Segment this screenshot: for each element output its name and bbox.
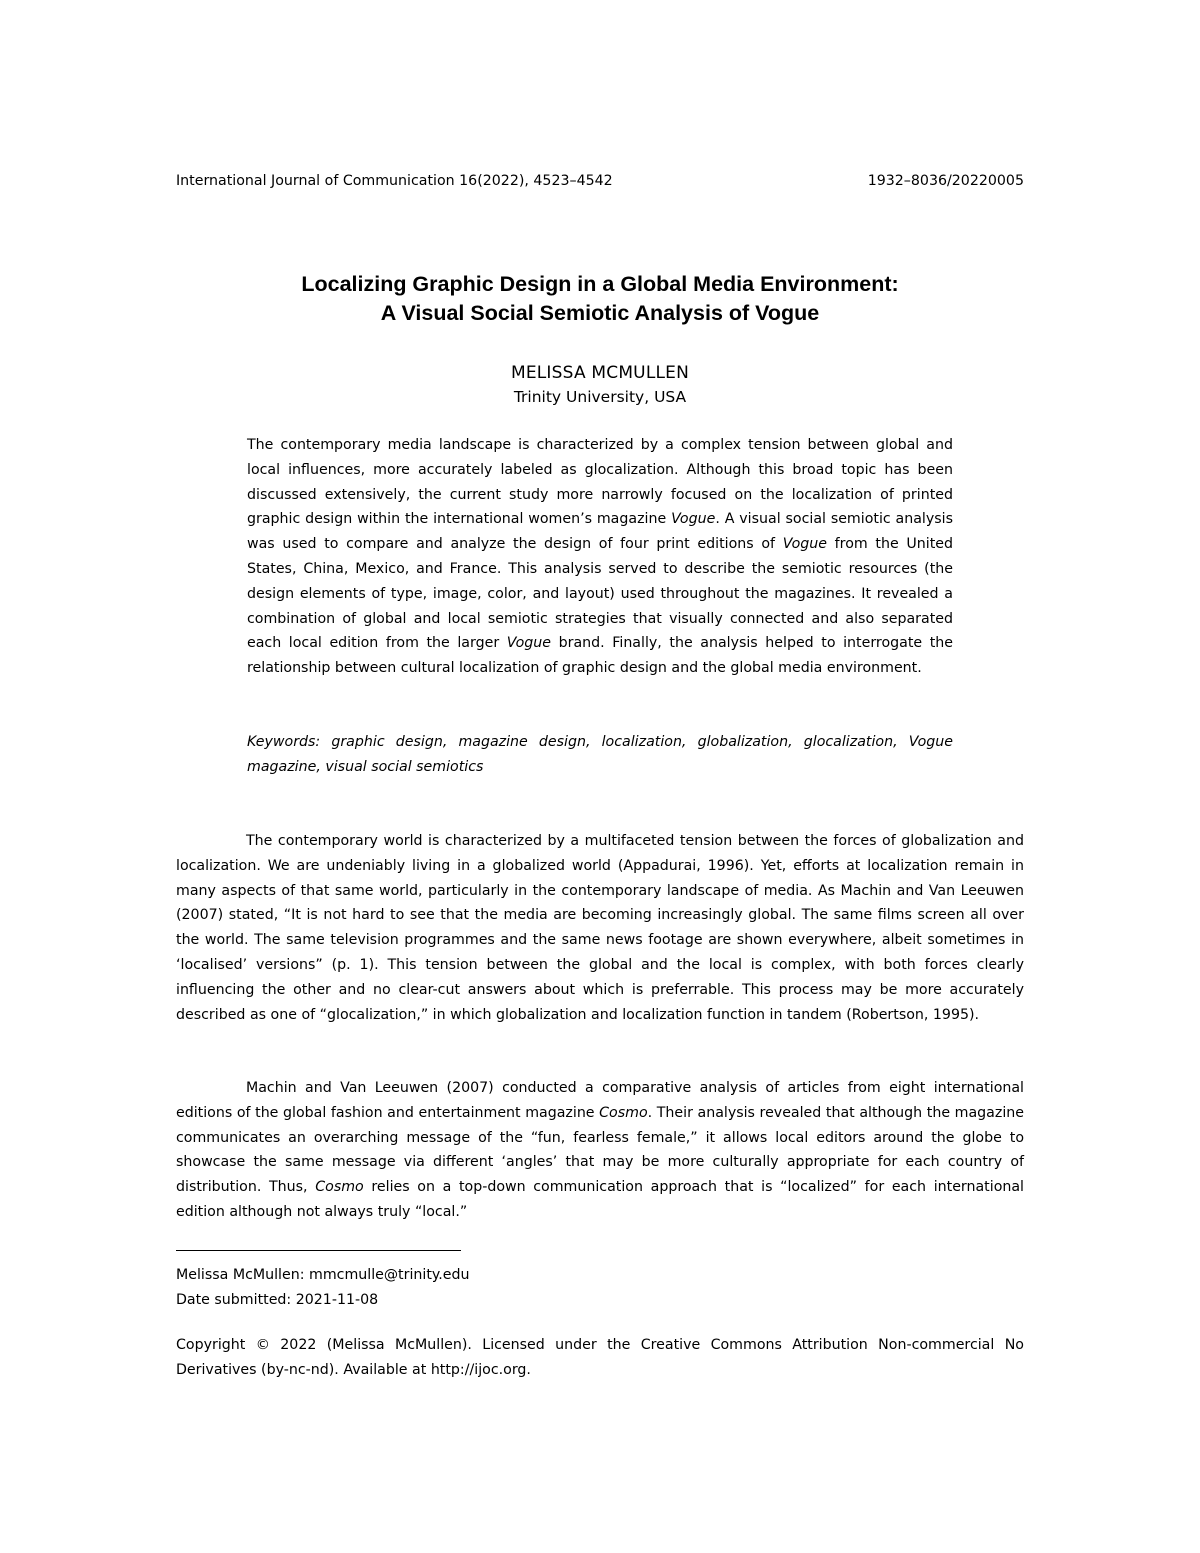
author-affiliation: Trinity University, USA bbox=[513, 388, 687, 406]
abstract-text-2: . A visual social semiotic analysis was used to compare and analyze the design of four print editions of bbox=[247, 511, 953, 553]
journal-citation: International Journal of Communication 16(2022), 4523–4542 bbox=[176, 173, 613, 189]
issn-number: 1932–8036/20220005 bbox=[867, 173, 1024, 189]
abstract-vogue-3: Vogue bbox=[506, 635, 552, 652]
para2-text-1: Machin and Van Leeuwen (2007) conducted a comparative analysis of articles from eight international editions of the global fashion and entertainment magazine bbox=[176, 1080, 1024, 1121]
para2-cosmo-2: Cosmo bbox=[315, 1179, 364, 1196]
copyright-notice: Copyright © 2022 (Melissa McMullen). Licensed under the Creative Commons Attribution Non-commercial No Derivatives (by-nc-nd). Available at http://ijoc.org. bbox=[176, 1337, 1024, 1378]
footnotes bbox=[176, 1263, 1024, 1313]
abstract bbox=[247, 433, 953, 681]
title-line-1: Localizing Graphic Design in a Global Media Environment: bbox=[301, 272, 899, 296]
article-title bbox=[176, 270, 1024, 328]
author-contact: Melissa McMullen: mmcmulle@trinity.edu bbox=[176, 1267, 470, 1283]
running-header bbox=[176, 171, 1024, 191]
author-block bbox=[176, 361, 1024, 409]
keywords: Keywords: graphic design, magazine design, localization, globalization, glocalization, Vogue magazine, visual social semiotics bbox=[247, 734, 953, 775]
abstract-text-4: brand. Finally, the analysis helped to interrogate the relationship between cultural localization of graphic design and the global media environment. bbox=[247, 635, 953, 677]
para2-text-2: . Their analysis revealed that although the magazine communicates an overarching message of the “fun, fearless female,” it allows local editors around the globe to showcase the same message via different ‘angles’ that may be more culturally appropriate for each country of distribution. Thus, bbox=[176, 1104, 1024, 1196]
body-paragraph-2 bbox=[176, 1076, 1024, 1225]
abstract-vogue-2: Vogue bbox=[782, 536, 827, 553]
date-submitted: Date submitted: 2021-11-08 bbox=[176, 1291, 379, 1308]
para2-cosmo-1: Cosmo bbox=[599, 1104, 648, 1121]
abstract-text-3: from the United States, China, Mexico, and France. This analysis served to describe the semiotic resources (the design elements of type, image, color, and layout) used throughout the magazines. It revealed a combination of global and local semiotic strategies that visually connected and also separated each local edition from the larger bbox=[247, 536, 953, 652]
abstract-text-1: The contemporary media landscape is characterized by a complex tension between global and local influences, more accurately labeled as glocalization. Although this broad topic has been discussed extensively, the current study more narrowly focused on the localization of printed graphic design within the international women’s magazine bbox=[247, 437, 953, 528]
title-line-2: A Visual Social Semiotic Analysis of Vogue bbox=[380, 301, 820, 325]
footnote-divider bbox=[176, 1250, 461, 1251]
body-paragraph-1: The contemporary world is characterized by a multifaceted tension between the forces of globalization and localization. We are undeniably living in a globalized world (Appadurai, 1996). Yet, efforts at localization remain in many aspects of that same world, particularly in the contemporary landscape of media. As Machin and Van Leeuwen (2007) stated, “It is not hard to see that the media are becoming increasingly global. The same films screen all over the world. The same television programmes and the same news footage are shown everywhere, albeit sometimes in ‘localised’ versions” (p. 1). This tension between the global and the local is complex, with both forces clearly influencing the other and no clear-cut answers about which is preferrable. This process may be more accurately described as one of “glocalization,” in which globalization and localization function in tandem (Robertson, 1995). bbox=[176, 833, 1024, 1023]
para2-text-3: relies on a top-down communication approach that is “localized” for each international edition although not always truly “local.” bbox=[176, 1179, 1024, 1220]
abstract-vogue-1: Vogue bbox=[671, 511, 716, 528]
author-name: MELISSA MCMULLEN bbox=[510, 363, 690, 383]
